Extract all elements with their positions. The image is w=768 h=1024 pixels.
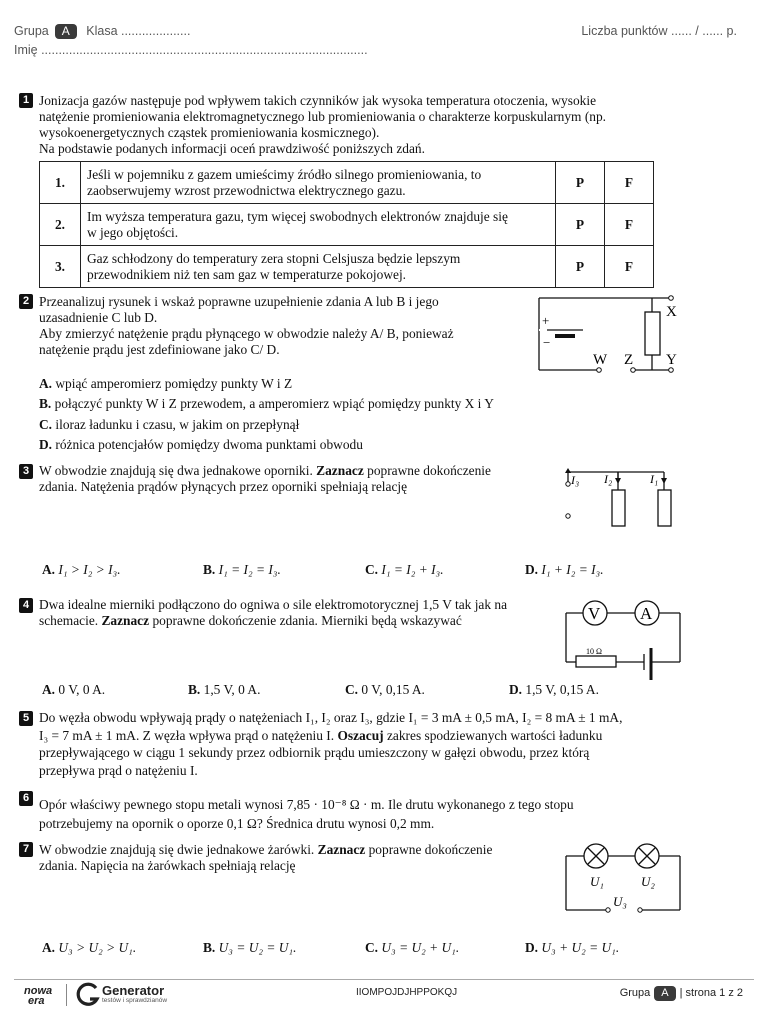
question-number-4: 4 <box>19 598 33 613</box>
footer-page-info <box>620 986 743 1001</box>
current-i3-label: I₃ <box>571 473 580 487</box>
question-5-text <box>39 709 739 779</box>
answer-letter: A. <box>42 940 56 955</box>
point-x-label: X <box>666 304 677 320</box>
option-text: różnica potencjałów pomiędzy dwoma punktami obwodu <box>55 437 363 452</box>
option-letter: A. <box>39 376 53 391</box>
voltmeter-label: V <box>588 604 601 623</box>
q3-answer-d[interactable] <box>525 562 604 578</box>
option-letter: C. <box>39 417 53 432</box>
page-number: | strona 1 z 2 <box>679 987 743 999</box>
answer-expr: U₃ + U₂ = U₁. <box>541 940 620 955</box>
question-6-text <box>39 795 739 833</box>
false-option[interactable]: F <box>605 246 654 288</box>
question-number-1: 1 <box>19 93 33 108</box>
row-statement <box>81 246 556 288</box>
points-label: Liczba punktów ...... / ...... p. <box>581 24 737 38</box>
answer-expr: I₁ > I₂ > I₃. <box>58 562 121 577</box>
statement-line: w jego objętości. <box>87 224 179 240</box>
answer-letter: D. <box>509 682 523 697</box>
q6-line: potrzebujemy na opornik o oporze 0,1 Ω? Średnica drutu wynosi 0,2 mm. <box>39 816 435 831</box>
row-statement <box>81 204 556 246</box>
footer-group-label: Grupa <box>619 987 651 999</box>
q7-line: zdania. Napięcia na żarówkach spełniają relację <box>39 858 296 873</box>
row-statement <box>81 162 556 204</box>
group-badge: A <box>55 24 77 39</box>
q7-answers <box>42 940 682 958</box>
q4-line: Dwa idealne mierniki podłączono do ogniwa o sile elektromotorycznej 1,5 V tak jak na <box>39 597 508 612</box>
option-text: wpiąć amperomierz pomiędzy punkty W i Z <box>55 376 293 391</box>
q3-circuit-diagram <box>558 464 684 540</box>
table-row <box>40 204 654 246</box>
statement-line: Gaz schłodzony do temperatury zera stopni Celsjusza będzie lepszym <box>87 250 461 266</box>
option-letter: B. <box>39 396 52 411</box>
ammeter-label: A <box>640 604 653 623</box>
false-option[interactable]: F <box>605 204 654 246</box>
question-number-7: 7 <box>19 842 33 857</box>
q1-line: wysokoenergetycznych cząstek promieniowania kosmicznego). <box>39 125 380 140</box>
statement-line: Im wyższa temperatura gazu, tym więcej swobodnych elektronów znajduje się <box>87 208 508 224</box>
answer-letter: C. <box>365 940 379 955</box>
q4-answer-c[interactable] <box>345 682 425 698</box>
generator-logo-text <box>102 984 167 1004</box>
q7-emphasis: Zaznacz <box>317 842 366 857</box>
class-label: Klasa .................... <box>86 24 191 38</box>
nowa-era-logo <box>24 986 52 1006</box>
q5-emphasis: Oszacuj <box>337 727 384 743</box>
q4-answers <box>42 682 682 700</box>
q4-line: schemacie. <box>39 613 99 628</box>
q4-answer-b[interactable] <box>188 682 260 698</box>
q5-line: przepływa prąd o natężeniu I. <box>39 762 198 778</box>
q3-line: W obwodzie znajdują się dwa jednakowe oporniki. <box>39 463 313 478</box>
q2-option-d[interactable] <box>39 437 363 453</box>
question-number-6: 6 <box>19 791 33 806</box>
q7-answer-b[interactable] <box>203 940 296 956</box>
statement-line: zaobserwujemy wzrost przewodnictwa elektrycznego gazu. <box>87 182 406 198</box>
q3-line: poprawne dokończenie <box>367 463 491 478</box>
q7-line: W obwodzie znajdują się dwie jednakowe żarówki. <box>39 842 315 857</box>
q7-answer-c[interactable] <box>365 940 459 956</box>
q3-answer-c[interactable] <box>365 562 444 578</box>
footer-divider <box>14 979 754 980</box>
q4-circuit-diagram <box>560 596 688 686</box>
answer-text: 1,5 V, 0,15 A. <box>525 682 599 697</box>
question-7-text <box>39 842 549 874</box>
true-option[interactable]: P <box>556 246 605 288</box>
answer-letter: A. <box>42 682 56 697</box>
q2-line: Przeanalizuj rysunek i wskaż poprawne uzupełnienie zdania A lub B i jego <box>39 294 439 309</box>
q7-circuit-diagram <box>562 840 686 918</box>
false-option[interactable]: F <box>605 162 654 204</box>
answer-letter: D. <box>525 940 539 955</box>
voltage-u2-label: U₂ <box>641 874 655 889</box>
q5-line: przepływającego w ciągu 1 sekundy przez odbiornik prądu umieszczony w gałęzi obwodu, przez którą <box>39 745 590 760</box>
true-option[interactable]: P <box>556 204 605 246</box>
answer-text: 0 V, 0,15 A. <box>361 682 425 697</box>
generator-title: Generator <box>102 983 165 998</box>
q2-circuit-diagram <box>535 292 685 378</box>
q1-line: Jonizacja gazów następuje pod wpływem takich czynników jak wysoka temperatura otoczenia, wysokie <box>39 93 597 108</box>
q2-line: uzasadnienie C lub D. <box>39 310 158 325</box>
q5-line: Do węzła obwodu wpływają prądy o natężeniach I₁, I₂ oraz I₃, gdzie I₁ = 3 mA ± 0,5 mA, I₂ = 8 mA ± 1 mA, <box>39 710 623 725</box>
question-1-text <box>39 93 729 157</box>
q2-option-b[interactable] <box>39 396 494 412</box>
q7-line: poprawne dokończenie <box>368 842 493 857</box>
footer-logo-separator <box>66 984 67 1006</box>
true-option[interactable]: P <box>556 162 605 204</box>
question-number-3: 3 <box>19 464 33 479</box>
question-4-text <box>39 597 554 629</box>
question-number-2: 2 <box>19 294 33 309</box>
q6-line: Opór właściwy pewnego stopu metali wynosi 7,85 · 10⁻⁸ Ω · m. Ile drutu wykonanego z tego stopu <box>39 797 574 812</box>
q2-line: Aby zmierzyć natężenie prądu płynącego w obwodzie należy A/ B, ponieważ <box>39 326 454 341</box>
q5-line: I₃ = 7 mA ± 1 mA. Z węzła wpływa prąd o natężeniu I. <box>39 727 335 743</box>
q4-line: poprawne dokończenie zdania. Mierniki będą wskazywać <box>152 613 462 628</box>
test-code: IIOMPOJDJHPPOKQJ <box>356 987 458 998</box>
row-number: 2. <box>40 204 81 246</box>
logo-line: nowa <box>24 985 53 997</box>
q1-line: Na podstawie podanych informacji oceń prawdziwość poniższych zdań. <box>39 141 425 156</box>
point-z-label: Z <box>624 352 634 368</box>
voltage-u1-label: U₁ <box>590 874 604 889</box>
q2-option-c[interactable] <box>39 417 299 433</box>
current-i1-label: I₁ <box>650 472 659 486</box>
option-text: iloraz ładunku i czasu, w jakim on przepłynął <box>55 417 300 432</box>
q7-answer-a[interactable] <box>42 940 136 956</box>
answer-expr: U₃ = U₂ = U₁. <box>218 940 297 955</box>
point-w-label: W <box>593 352 608 368</box>
q4-answer-a[interactable] <box>42 682 105 698</box>
q3-answers <box>42 562 682 580</box>
q2-line: natężenie prądu jest zdefiniowane jako C/ D. <box>39 342 280 357</box>
answer-letter: B. <box>203 940 216 955</box>
generator-logo-icon <box>76 982 100 1008</box>
q7-answer-d[interactable] <box>525 940 619 956</box>
answer-letter: C. <box>365 562 379 577</box>
answer-expr: I₁ + I₂ = I₃. <box>541 562 604 577</box>
answer-expr: U₃ > U₂ > U₁. <box>58 940 137 955</box>
q3-answer-b[interactable] <box>203 562 281 578</box>
row-number: 3. <box>40 246 81 288</box>
answer-expr: I₁ = I₂ + I₃. <box>381 562 444 577</box>
answer-letter: D. <box>525 562 539 577</box>
table-row <box>40 162 654 204</box>
true-false-table <box>39 161 654 288</box>
answer-letter: A. <box>42 562 56 577</box>
statement-line: przewodnikiem niż ten sam gaz w temperaturze pokojowej. <box>87 266 407 282</box>
question-2-text <box>39 294 539 358</box>
q2-option-a[interactable] <box>39 376 292 392</box>
option-letter: D. <box>39 437 53 452</box>
q1-line: natężenie promieniowania elektromagnetycznego lub promieniowania o charakterze korpuskularnym (np. <box>39 109 607 124</box>
footer-group-badge: A <box>654 986 675 1001</box>
answer-expr: U₃ = U₂ + U₁. <box>381 940 460 955</box>
question-number-5: 5 <box>19 711 33 726</box>
voltage-u3-label: U₃ <box>613 894 627 909</box>
table-row <box>40 246 654 288</box>
answer-expr: I₁ = I₂ = I₃. <box>218 562 281 577</box>
answer-letter: C. <box>345 682 359 697</box>
answer-text: 0 V, 0 A. <box>58 682 106 697</box>
q3-answer-a[interactable] <box>42 562 121 578</box>
row-number: 1. <box>40 162 81 204</box>
point-y-label: Y <box>666 352 677 368</box>
group-label: Grupa <box>14 24 49 38</box>
generator-subtitle: testów i sprawdzianów <box>102 997 168 1004</box>
answer-letter: B. <box>188 682 201 697</box>
name-label: Imię .............................................................................................. <box>14 43 368 57</box>
header-group <box>14 24 190 39</box>
q5-line: zakres spodziewanych wartości ładunku <box>386 727 603 743</box>
resistor-label: 10 Ω <box>586 647 602 656</box>
answer-letter: B. <box>203 562 216 577</box>
minus-sign: − <box>543 335 551 350</box>
question-3-text <box>39 463 549 495</box>
answer-text: 1,5 V, 0 A. <box>203 682 261 697</box>
option-text: połączyć punkty W i Z przewodem, a amperomierz wpiąć pomiędzy punkty X i Y <box>54 396 494 411</box>
q4-emphasis: Zaznacz <box>101 613 150 628</box>
statement-line: Jeśli w pojemniku z gazem umieścimy źródło silnego promieniowania, to <box>87 166 482 182</box>
current-i2-label: I₂ <box>604 472 613 486</box>
logo-line: era <box>28 995 45 1007</box>
q3-line: zdania. Natężenia prądów płynących przez oporniki spełniają relację <box>39 479 408 494</box>
plus-sign: + <box>542 313 550 328</box>
q3-emphasis: Zaznacz <box>316 463 364 478</box>
q4-answer-d[interactable] <box>509 682 599 698</box>
